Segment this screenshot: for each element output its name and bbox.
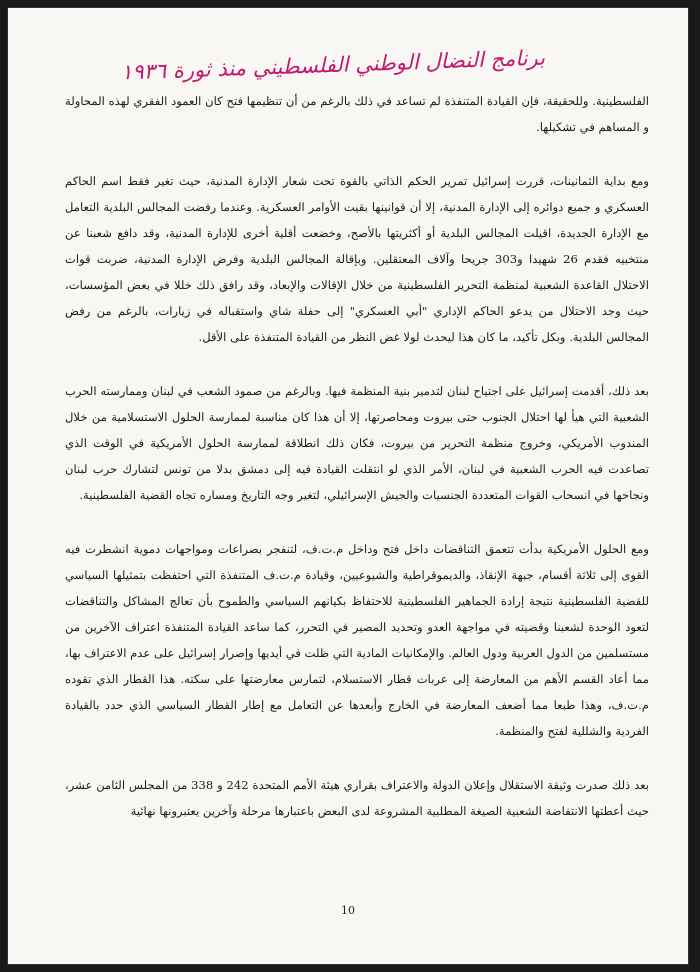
document-page bbox=[8, 8, 688, 964]
paragraph-5: بعد ذلك صدرت وثيقة الاستقلال وإعلان الدولة والاعتراف بقراري هيئة الأمم المتحدة 242 و 338 من المجلس الثامن عشر، حيث أعطتها الانتفاضة الشعبية الصيغة المطلبية المشروعة لدى البعض باعتبارها مرحلة وآخرين يعتبرونها نهائية bbox=[65, 778, 649, 818]
paragraph-3: بعد ذلك، أقدمت إسرائيل على اجتياح لبنان لتدمير بنية المنظمة فيها. وبالرغم من صمود الشعب في لبنان وممارسته الحرب الشعبية التي هيأ لها احتلال الجنوب حتى بيروت ومحاصرتها، إلا أن هذا كان مناسبة لممارسة الحلول الاستسلامية من خلال المندوب الأمريكي، وخروج منظمة التحرير من بيروت، فكان ذلك انطلاقة لممارسة الحلول الأمريكية في الوقت الذي تصاعدت فيه الحرب الشعبية في لبنان، الأمر الذي لو انتقلت القيادة فيه إلى دمشق بدلا من تونس لتشارك حرب لبنان ونجاحها في انسحاب القوات المتعددة الجنسيات والجيش الإسرائيلي، لتغير وجه التاريخ ومساره تجاه القضية الفلسطينية. bbox=[65, 384, 650, 502]
page-number: 10 bbox=[341, 904, 355, 917]
paragraph-1: الفلسطينية. وللحقيقة، فإن القيادة المتنفذة لم تساعد في ذلك بالرغم من أن تنظيمها فتح كان العمود الفقري لهذه المحاولة و المساهم في تشكيلها. bbox=[65, 94, 649, 134]
paragraph-2: ومع بداية الثمانينات، قررت إسرائيل تمرير الحكم الذاتي بالقوة تحت شعار الإدارة المدنية، حيث تغير فقط اسم الحاكم العسكري و جميع دوائره إلى الإدارة المدنية، إلا أن قوانينها بقيت الأوامر العسكرية. وعندما رفضت المجالس البلدية التعامل مع الإدارة الجديدة، اقيلت المجالس البلدية أو أكثريتها بالأصح، وخضعت أقلية أخرى للإدارة المدنية، وقد دافع شعبنا عن منتخبيه فقدم 26 شهيدا و303 جريحا وآلاف المعتقلين. وبإقالة المجالس البلدية وفرض الإدارة المدنية، ضربت قوات الاحتلال القاعدة الشعبية لمنظمة التحرير الفلسطينية من خلال الإقالات والإبعاد، وقد رافق ذلك خللا في بعض المؤسسات، حيث وجد الاحتلال من يدعو الحاكم الإداري "أبي العسكري" إلى حفلة شاي واستقباله في زيارات، بالرغم من رفض المجالس البلدية. وبكل تأكيد، ما كان هذا ليحدث لولا غض النظر من القيادة المتنفذة على الأقل. bbox=[65, 174, 649, 344]
handwritten-title: برنامج النضال الوطني الفلسطيني منذ ثورة ١٩٣٦ bbox=[120, 45, 546, 85]
paragraph-4: ومع الحلول الأمريكية بدأت تتعمق التناقضات داخل فتح وداخل م.ت.ف، لتنفجر بصراعات ومواجهات دموية انشطرت فيه القوى إلى ثلاثة أقسام، جبهة الإنقاذ، والديموقراطية والشيوعيين، وقيادة م.ت.ف المتنفذة التي احتفظت بتمثيلها السياسي للقضية الفلسطينية نتيجة إرادة الجماهير الفلسطينية للاحتفاظ بكيانهم السياسي والطموح بأن تعالج المشاكل والتناقضات لتعود الوحدة لشعبنا وقضيته في مواجهة العدو وتحديد المصير في التحرر، كما ساعد القيادة المتنفذة اعتراف الآخرين من مستسلمين من الدول العربية ودول العالم. والإمكانيات المادية التي ظلت في أيديها وإصرار إسرائيل على عدم الاعتراف بها، مما أعاد القسم الأهم من المعارضة إلى عربات قطار الاستسلام، لتمارس معارضتها على سكته. هذا القطار الذي تقوده م.ت.ف، وهذا طبعا مما أضعف المعارضة في الخارج وأبعدها عن التعامل مع إطار القطار السياسي الذي حدد بالقيادة الفردية والشللية لفتح والمنظمة. bbox=[65, 542, 649, 738]
body-text bbox=[65, 88, 649, 852]
